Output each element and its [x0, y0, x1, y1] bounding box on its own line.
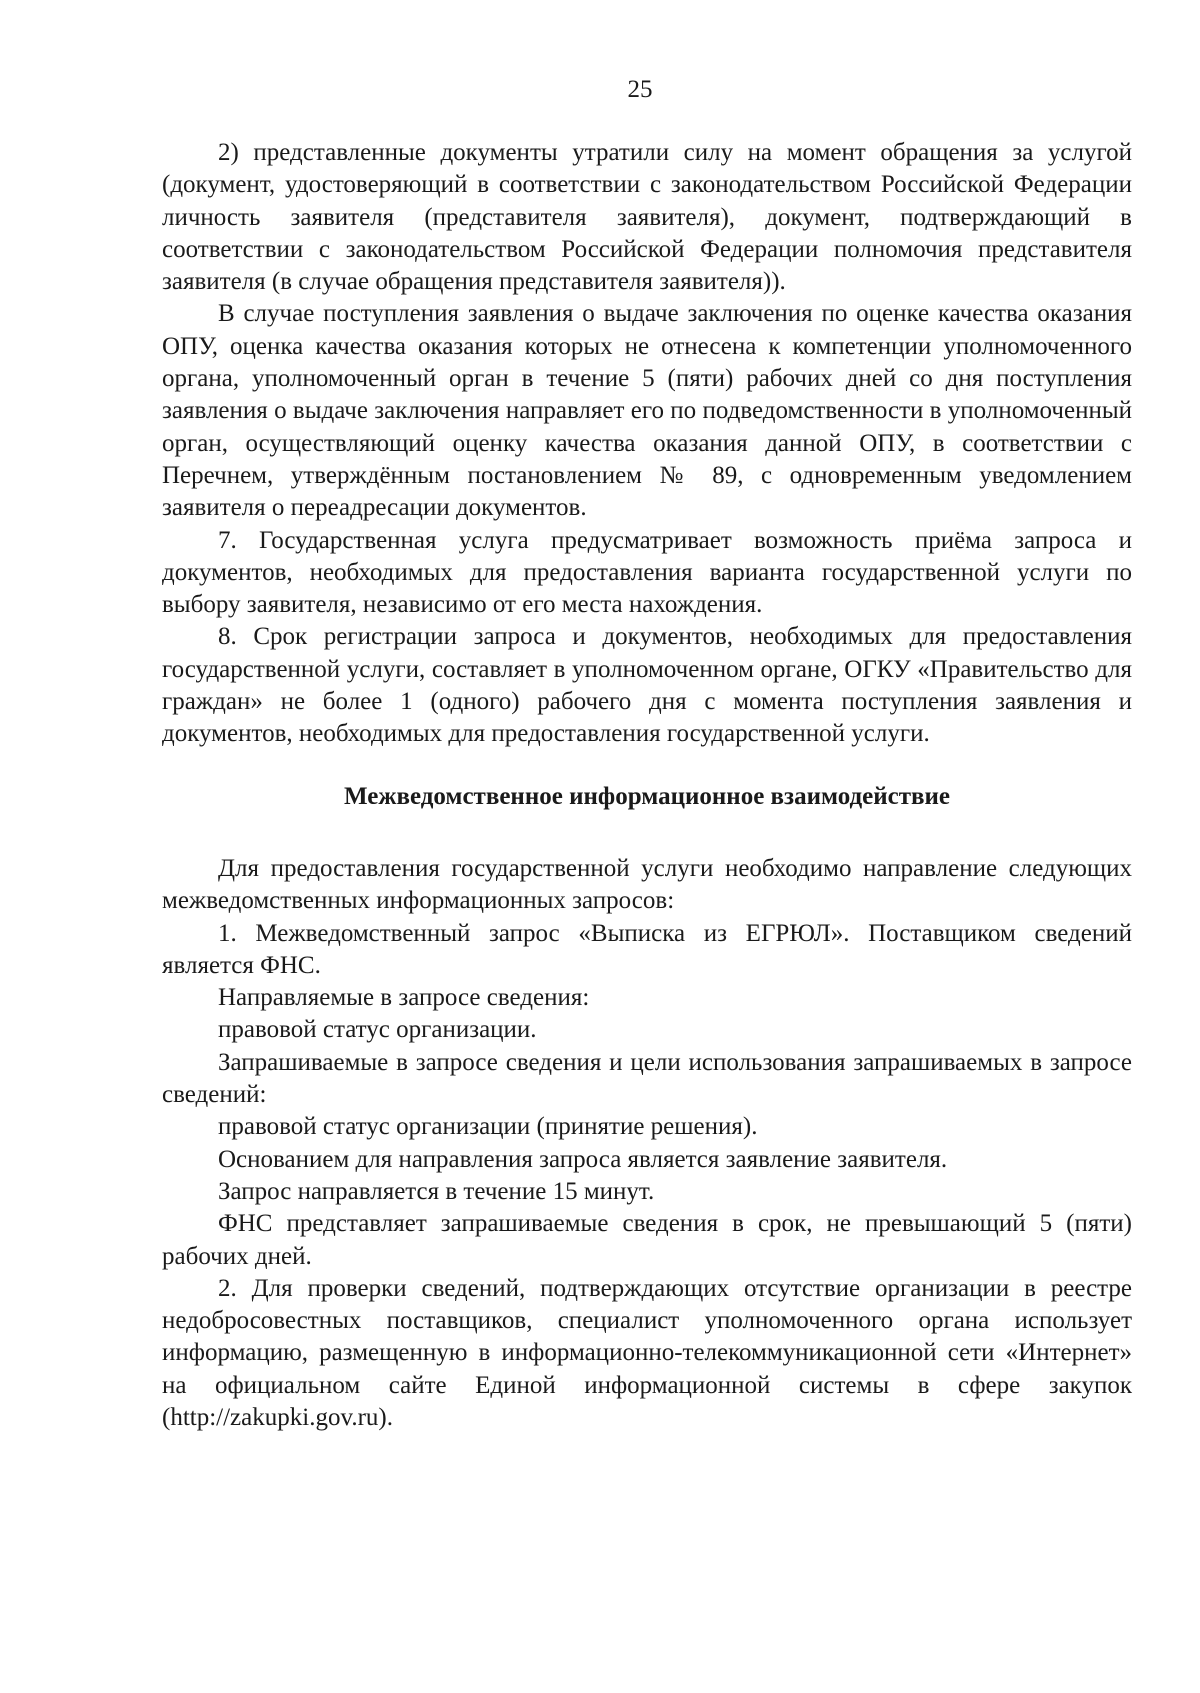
paragraph-request-1: 1. Межведомственный запрос «Выписка из ЕГРЮЛ». Поставщиком сведений является ФНС. [162, 919, 1132, 979]
paragraph-requested-data-value: правовой статус организации (принятие решения). [218, 1113, 758, 1141]
paragraph-item-8: 8. Срок регистрации запроса и документов, необходимых для предоставления государственной услуги, составляет в уполномоченном органе, ОГКУ «Правительство для граждан» не более 1 (одного) рабочего дня с момента поступления заявления и документов, необходимых для предоставления государственной услуги. [162, 623, 1132, 748]
paragraph-request-time: Запрос направляется в течение 15 минут. [218, 1177, 655, 1205]
paragraph-item-7: 7. Государственная услуга предусматривает возможность приёма запроса и документов, необходимых для предоставления варианта государственной услуги по выбору заявителя, независимо от его места нахождения. [162, 526, 1132, 619]
paragraph-redirect-application: В случае поступления заявления о выдаче заключения по оценке качества оказания ОПУ, оценка качества оказания которых не отнесена к компетенции уполномоченного органа, уполномоченный орган в течение 5 (пяти) рабочих дней со дня поступления заявления о выдаче заключения направляет его по подведомственности в уполномоченный орган, осуществляющий оценку качества оказания данной ОПУ, в соответствии с Перечнем, утверждённым постановлением № 89, с одновременным уведомлением заявителя о переадресации документов. [162, 300, 1132, 522]
paragraph-requested-data-label: Запрашиваемые в запросе сведения и цели использования запрашиваемых в запросе сведений: [162, 1048, 1132, 1109]
page-number: 25 [627, 76, 653, 103]
document-body [162, 137, 1132, 1434]
paragraph-invalid-documents: 2) представленные документы утратили силу на момент обращения за услугой (документ, удостоверяющий в соответствии с законодательством Российской Федерации личность заявителя (представителя заявителя), документ, подтверждающий в соответствии с законодательством Российской Федерации полномочия представителя заявителя (в случае обращения представителя заявителя)). [162, 139, 1132, 296]
paragraph-sent-data-value: правовой статус организации. [218, 1016, 537, 1044]
paragraph-interagency-intro: Для предоставления государственной услуги необходимо направление следующих межведомственных информационных запросов: [162, 854, 1132, 915]
paragraph-request-2: 2. Для проверки сведений, подтверждающих отсутствие организации в реестре недобросовестных поставщиков, специалист уполномоченного органа использует информацию, размещенную в информационно-телекоммуникационной сети «Интернет» на официальном сайте Единой информационной системы в сфере закупок (http://zakupki.gov.ru). [162, 1274, 1132, 1431]
paragraph-request-basis: Основанием для направления запроса является заявление заявителя. [218, 1145, 948, 1173]
paragraph-fns-response-time: ФНС представляет запрашиваемые сведения в срок, не превышающий 5 (пяти) рабочих дней. [162, 1210, 1132, 1270]
paragraph-sent-data-label: Направляемые в запросе сведения: [218, 984, 590, 1012]
section-title: Межведомственное информационное взаимодействие [344, 782, 950, 810]
